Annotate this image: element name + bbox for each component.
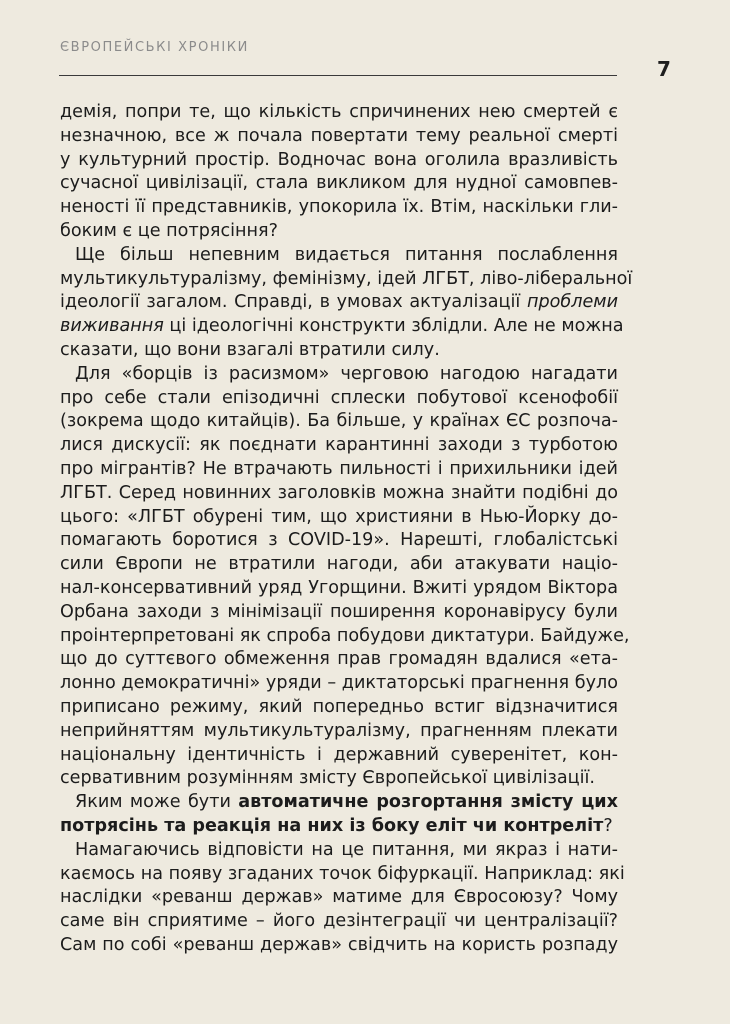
text-line: Сам по собі «реванш держав» свідчить на користь розпаду — [60, 934, 618, 955]
text-line: сервативним розумінням змісту Європейської цивілізації. — [60, 768, 595, 789]
emphasis-text: виживання — [60, 316, 164, 337]
body-text — [60, 101, 633, 958]
text-line: сили Європи не втратили нагоди, аби атакувати націо- — [60, 554, 618, 575]
page-number: 7 — [657, 57, 671, 81]
paragraph-1 — [60, 101, 618, 244]
text-line: саме він сприятиме – його дезінтеграції чи централізації? — [60, 911, 618, 932]
text-line: мультикультуралізму, фемінізму, ідей ЛГБТ, ліво-ліберальної — [60, 268, 633, 289]
text-line: боким є це потрясіння? — [60, 220, 278, 241]
paragraph-2 — [60, 244, 633, 363]
text-line — [60, 291, 618, 315]
text-line: національну ідентичність і державний суверенітет, кон- — [60, 744, 618, 765]
text-line: у культурний простір. Водночас вона оголила вразливість — [60, 149, 618, 170]
text-line: лонно демократичні» уряди – диктаторські прагнення було — [60, 673, 618, 694]
bold-text: автоматичне розгортання змісту цих — [238, 792, 618, 813]
text-line: цього: «ЛГБТ обурені тим, що християни в Нью-Йорку до- — [60, 506, 618, 527]
text-line — [60, 315, 624, 339]
paragraph-3 — [60, 363, 630, 791]
text-line: демія, попри те, що кількість спричинених нею смертей є — [60, 102, 618, 122]
text-line — [60, 791, 618, 815]
text-line: проінтерпретовані як спроба побудови диктатури. Байдуже, — [60, 625, 630, 646]
text-line: (зокрема щодо китайців). Ба більше, у країнах ЄС розпоча- — [60, 411, 618, 432]
running-title: ЄВРОПЕЙСЬКІ ХРОНІКИ — [60, 40, 249, 55]
text-line: каємось на появу згаданих точок біфуркації. Наприклад: які — [60, 863, 625, 884]
text-line: Орбана заходи з мінімізації поширення коронавірусу були — [60, 601, 618, 622]
text-line — [60, 815, 618, 839]
text-line: сказати, що вони взагалі втратили силу. — [60, 339, 440, 360]
bold-text: потрясінь та реакція на них із боку еліт чи контреліт — [60, 815, 604, 836]
paragraph-5 — [60, 839, 625, 958]
text-line: ЛГБТ. Серед новинних заголовків можна знайти подібні до — [60, 482, 618, 503]
text-line: приписано режиму, який попередньо встиг відзначитися — [60, 696, 618, 717]
text-line: неприйняттям мультикультуралізму, прагненням плекати — [60, 720, 618, 741]
text-run: Яким може бути — [75, 792, 239, 813]
text-line: лися дискусії: як поєднати карантинні заходи з турботою — [60, 435, 618, 456]
text-line: про себе стали епізодичні сплески побутової ксенофобії — [60, 387, 618, 408]
text-line: нал-консервативний уряд Угорщини. Вжиті урядом Віктора — [60, 577, 618, 598]
text-line: Для «борців із расизмом» черговою нагодою нагадати — [75, 363, 618, 384]
text-line: незначною, все ж почала повертати тему реальної смерті — [60, 125, 618, 146]
text-run: ? — [603, 815, 613, 836]
header-rule — [59, 75, 617, 76]
paragraph-4 — [60, 791, 618, 839]
text-line: про мігрантів? Не втрачають пильності і прихильники ідей — [60, 458, 618, 479]
text-run: ці ідеологічні конструкти зблідли. Але не можна — [163, 316, 624, 337]
text-line: що до суттєвого обмеження прав громадян вдалися «ета- — [60, 649, 618, 670]
text-run: ідеології загалом. Справді, в умовах актуалізації — [60, 292, 527, 313]
text-line: наслідки «реванш держав» матиме для Євросоюзу? Чому — [60, 887, 618, 908]
text-line: Намагаючись відповісти на це питання, ми якраз і нати- — [75, 839, 618, 860]
text-line: сучасної цивілізації, стала викликом для нудної самовпев- — [60, 173, 618, 194]
emphasis-text: проблеми — [526, 292, 618, 313]
text-line: помагають боротися з COVID-19». Нарешті, глобалістські — [60, 530, 618, 551]
text-line: Ще більш непевним видається питання послаблення — [75, 244, 618, 265]
text-line: неності її представників, упокорила їх. Втім, наскільки гли- — [60, 197, 618, 218]
